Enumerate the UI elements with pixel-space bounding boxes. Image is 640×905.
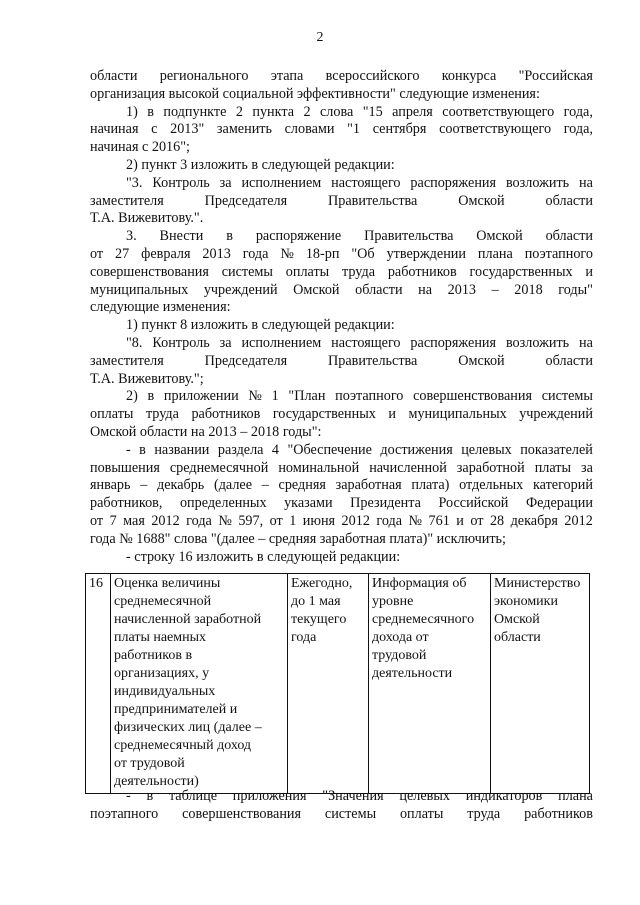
word: июня: [302, 512, 336, 529]
text-line: [90, 460, 593, 478]
word: Внести: [159, 228, 204, 245]
word: -: [126, 441, 131, 458]
cell-text-line: физических лиц (далее –: [114, 720, 262, 735]
text-line: Т.А. Вижевитову.";: [90, 370, 204, 387]
word: "Об: [351, 245, 375, 262]
word: поэтапного: [90, 805, 159, 822]
word: платы: [534, 459, 572, 476]
word: начисленной: [369, 459, 447, 476]
word: на: [579, 334, 593, 351]
word: показателей: [520, 441, 593, 458]
word: и: [388, 406, 396, 423]
word: системы: [541, 388, 593, 405]
word: от: [269, 512, 283, 529]
word: в: [147, 388, 155, 405]
word: 2012: [151, 512, 180, 529]
word: работников,: [90, 495, 163, 512]
word: исполнением: [241, 174, 322, 191]
text-line: [90, 282, 593, 300]
word: "1: [347, 121, 361, 138]
word: в: [146, 788, 154, 804]
word: труда: [145, 406, 179, 423]
word: в: [139, 441, 146, 458]
word: Правительства: [328, 192, 418, 209]
word: соответствующего: [442, 103, 555, 120]
cell-text-line: текущего: [291, 612, 347, 627]
text-line: Т.А. Вижевитову.".: [90, 210, 204, 227]
word: за: [219, 174, 232, 191]
word: с: [151, 121, 158, 138]
word: муниципальных: [90, 281, 189, 298]
word: плана: [477, 245, 513, 262]
word: январь: [90, 477, 131, 494]
word: от: [470, 512, 484, 529]
cell-text-line: организациях, у: [114, 666, 210, 681]
row-number: 16: [89, 576, 103, 591]
text-line: [90, 228, 593, 246]
text-line: года № 1688" слова "(далее – средняя заработная плата)" исключить;: [90, 530, 506, 547]
word: области: [545, 228, 593, 245]
word: сентября: [372, 121, 427, 138]
word: области: [355, 281, 403, 298]
text-line: [90, 495, 593, 513]
word: названии: [154, 441, 210, 458]
cell-text-line: области: [494, 630, 541, 645]
word: года: [186, 512, 212, 529]
cell-text-line: работников в: [114, 648, 193, 663]
word: системы: [221, 263, 273, 280]
text-line: [90, 68, 593, 86]
cell-text-line: среднемесячной: [114, 594, 212, 609]
text-line: [90, 353, 593, 371]
word: Правительства: [328, 352, 418, 369]
word: области: [90, 68, 138, 84]
word: мая: [123, 512, 145, 529]
word: начиная: [90, 121, 139, 138]
cell-text-line: предпринимателей и: [114, 702, 238, 717]
cell-text-line: до 1 мая: [291, 594, 341, 609]
cell-text-line: от трудовой: [114, 756, 185, 771]
word: поэтапного: [335, 388, 404, 405]
word: средняя: [278, 477, 326, 494]
word: подпункте: [163, 103, 227, 120]
word: категорий: [532, 477, 593, 494]
word: работников: [524, 805, 593, 822]
word: среднемесячной: [169, 459, 269, 476]
word: заменить: [216, 121, 272, 138]
cell-text-line: Оценка величины: [114, 576, 221, 591]
word: распоряжение: [255, 228, 342, 245]
text-line: [90, 264, 593, 282]
cell-text-line: Омской: [494, 612, 540, 627]
text-line: [90, 477, 593, 495]
word: отдельных: [459, 477, 524, 494]
word: декабрь: [157, 477, 205, 494]
text-line: [90, 442, 593, 460]
word: 3.: [126, 228, 137, 245]
word: системы: [324, 805, 377, 822]
word: "15: [362, 103, 383, 120]
word: настоящего: [331, 334, 401, 351]
word: целевых: [461, 441, 512, 458]
word: года,: [563, 103, 593, 120]
word: 2012: [564, 512, 593, 529]
page-number: 2: [316, 30, 324, 45]
word: указами: [284, 495, 333, 512]
cell-text-line: деятельности: [372, 666, 453, 681]
cell-text-line: Министерство: [494, 576, 581, 591]
word: Омской: [293, 281, 340, 298]
word: и: [585, 263, 593, 280]
word: 28: [489, 512, 505, 529]
amendment-table: [85, 573, 590, 794]
word: (далее: [213, 477, 253, 494]
cell-text-line: трудовой: [372, 648, 427, 663]
word: №: [218, 512, 232, 529]
word: "8.: [126, 334, 143, 351]
text-line: организация высокой социальной эффективности" следующие изменения:: [90, 85, 540, 102]
deadline-cell: [288, 574, 369, 794]
word: -: [126, 788, 131, 804]
word: регионального: [159, 68, 249, 84]
word: на: [418, 281, 433, 298]
cell-text-line: Информация об: [372, 576, 467, 591]
word: 597,: [238, 512, 264, 529]
word: года,: [563, 121, 593, 138]
word: труда: [467, 805, 501, 822]
word: Правительства: [364, 228, 454, 245]
word: возложить: [505, 174, 570, 191]
word: Контроль: [152, 334, 210, 351]
word: в: [226, 228, 233, 245]
word: за: [581, 459, 593, 476]
word: декабря: [510, 512, 558, 529]
word: достижения: [380, 441, 453, 458]
indicator-cell: [111, 574, 288, 794]
word: 2013: [447, 281, 477, 298]
word: труда: [342, 263, 376, 280]
cell-text-line: среднемесячный доход: [114, 738, 252, 753]
text-line: 1) пункт 8 изложить в следующей редакции:: [126, 317, 395, 334]
word: Омской: [476, 228, 523, 245]
word: настоящего: [331, 174, 401, 191]
word: Омской: [458, 192, 505, 209]
word: 1): [126, 103, 138, 120]
word: Председателя: [204, 352, 288, 369]
word: годы": [558, 281, 593, 298]
word: 1: [289, 512, 297, 529]
word: государственных: [272, 406, 376, 423]
word: от: [90, 245, 104, 262]
cell-text-line: уровне: [372, 594, 414, 609]
cell-text-line: года: [291, 630, 317, 645]
word: и: [456, 512, 464, 529]
word: за: [219, 334, 232, 351]
text-line: [90, 193, 593, 211]
word: "3.: [126, 174, 143, 191]
word: 1: [271, 388, 279, 405]
word: раздела: [217, 441, 264, 458]
word: работников: [191, 406, 261, 423]
word: приложении: [163, 388, 239, 405]
word: –: [491, 281, 499, 298]
word: Федерации: [525, 495, 593, 512]
result-cell: [369, 574, 491, 794]
word: Российской: [438, 495, 509, 512]
word: февраля: [141, 245, 191, 262]
word: –: [261, 477, 269, 494]
word: государственных: [469, 263, 573, 280]
word: заместителя: [90, 192, 164, 209]
document-body: [90, 68, 593, 566]
word: плана: [558, 788, 593, 804]
word: пункта: [252, 103, 295, 120]
text-line: [90, 104, 593, 122]
word: апреля: [392, 103, 433, 120]
word: распоряжения: [410, 334, 497, 351]
text-line: [90, 805, 593, 823]
word: 18-рп: [305, 245, 340, 262]
word: словами: [284, 121, 335, 138]
word: "Значения: [322, 788, 384, 804]
word: 7: [109, 512, 117, 529]
word: соответствующего: [439, 121, 552, 138]
text-line: [90, 787, 593, 805]
word: 2013: [202, 245, 231, 262]
word: совершенствования: [182, 805, 302, 822]
word: от: [90, 512, 104, 529]
word: определенных: [179, 495, 267, 512]
word: слова: [319, 103, 354, 120]
text-line: 2) пункт 3 изложить в следующей редакции:: [126, 156, 395, 173]
text-line: [90, 175, 593, 193]
word: повышения: [90, 459, 160, 476]
word: –: [140, 477, 148, 494]
text-line: [90, 335, 593, 353]
word: №: [408, 512, 423, 529]
word: в: [147, 103, 154, 120]
word: №: [280, 245, 294, 262]
table-row-16: [86, 574, 590, 794]
word: "Российская: [518, 68, 593, 84]
word: 2): [126, 388, 138, 405]
word: области: [545, 192, 593, 209]
word: №: [248, 388, 262, 405]
text-line: [90, 246, 593, 264]
word: "Обеспечение: [287, 441, 372, 458]
word: возложить: [505, 334, 570, 351]
word: Президента: [350, 495, 421, 512]
word: плата): [411, 477, 450, 494]
word: "План: [288, 388, 326, 405]
cell-text-line: Ежегодно,: [291, 576, 353, 591]
word: оплаты: [90, 406, 134, 423]
word: 2018: [514, 281, 543, 298]
word: учреждений: [203, 281, 278, 298]
text-line: начиная с 2016";: [90, 139, 190, 156]
document-body-continued: [90, 787, 593, 823]
text-line: следующие изменения:: [90, 299, 231, 316]
word: всероссийского: [325, 68, 420, 84]
word: на: [579, 174, 593, 191]
word: совершенствования: [90, 263, 209, 280]
word: оплаты: [285, 263, 330, 280]
word: 761: [428, 512, 450, 529]
cell-text-line: экономики: [494, 594, 558, 609]
cell-text-line: дохода от: [372, 630, 429, 645]
word: целевых: [399, 788, 450, 804]
word: заместителя: [90, 352, 164, 369]
text-line: - строку 16 изложить в следующей редакции:: [126, 548, 401, 565]
amendment-table-wrapper: [85, 573, 590, 794]
word: заработная: [335, 477, 402, 494]
word: муниципальных: [408, 406, 507, 423]
word: заработной: [456, 459, 525, 476]
text-line: [90, 406, 593, 424]
text-line: [90, 121, 593, 139]
word: года: [242, 245, 269, 262]
word: Омской: [458, 352, 505, 369]
word: этапа: [270, 68, 304, 84]
text-line: [90, 513, 593, 531]
word: области: [545, 352, 593, 369]
responsible-cell: [491, 574, 590, 794]
word: конкурса: [441, 68, 497, 84]
word: номинальной: [278, 459, 360, 476]
cell-text-line: начисленной заработной: [114, 612, 262, 627]
word: 2: [235, 103, 243, 120]
word: утверждении: [386, 245, 466, 262]
word: исполнением: [241, 334, 322, 351]
word: поэтапного: [524, 245, 593, 262]
word: оплаты: [399, 805, 444, 822]
word: 2: [303, 103, 311, 120]
word: работников: [387, 263, 457, 280]
cell-text-line: индивидуальных: [114, 684, 216, 699]
word: учреждений: [519, 406, 593, 423]
cell-text-line: платы наемных: [114, 630, 207, 645]
word: распоряжения: [410, 174, 497, 191]
cell-text-line: среднемесячного: [372, 612, 475, 627]
word: года: [376, 512, 403, 529]
word: приложения: [232, 788, 307, 804]
word: Председателя: [204, 192, 288, 209]
cell-text-line: деятельности): [114, 774, 199, 789]
word: 4: [271, 441, 280, 458]
word: Контроль: [152, 174, 210, 191]
word: индикаторов: [465, 788, 543, 804]
word: 2012: [341, 512, 370, 529]
text-line: [90, 388, 593, 406]
text-line: Омской области на 2013 – 2018 годы":: [90, 423, 322, 440]
word: 2013": [170, 121, 205, 138]
word: совершенствования: [413, 388, 533, 405]
word: 27: [115, 245, 130, 262]
row-number-cell: [86, 574, 111, 794]
word: таблице: [168, 788, 218, 804]
